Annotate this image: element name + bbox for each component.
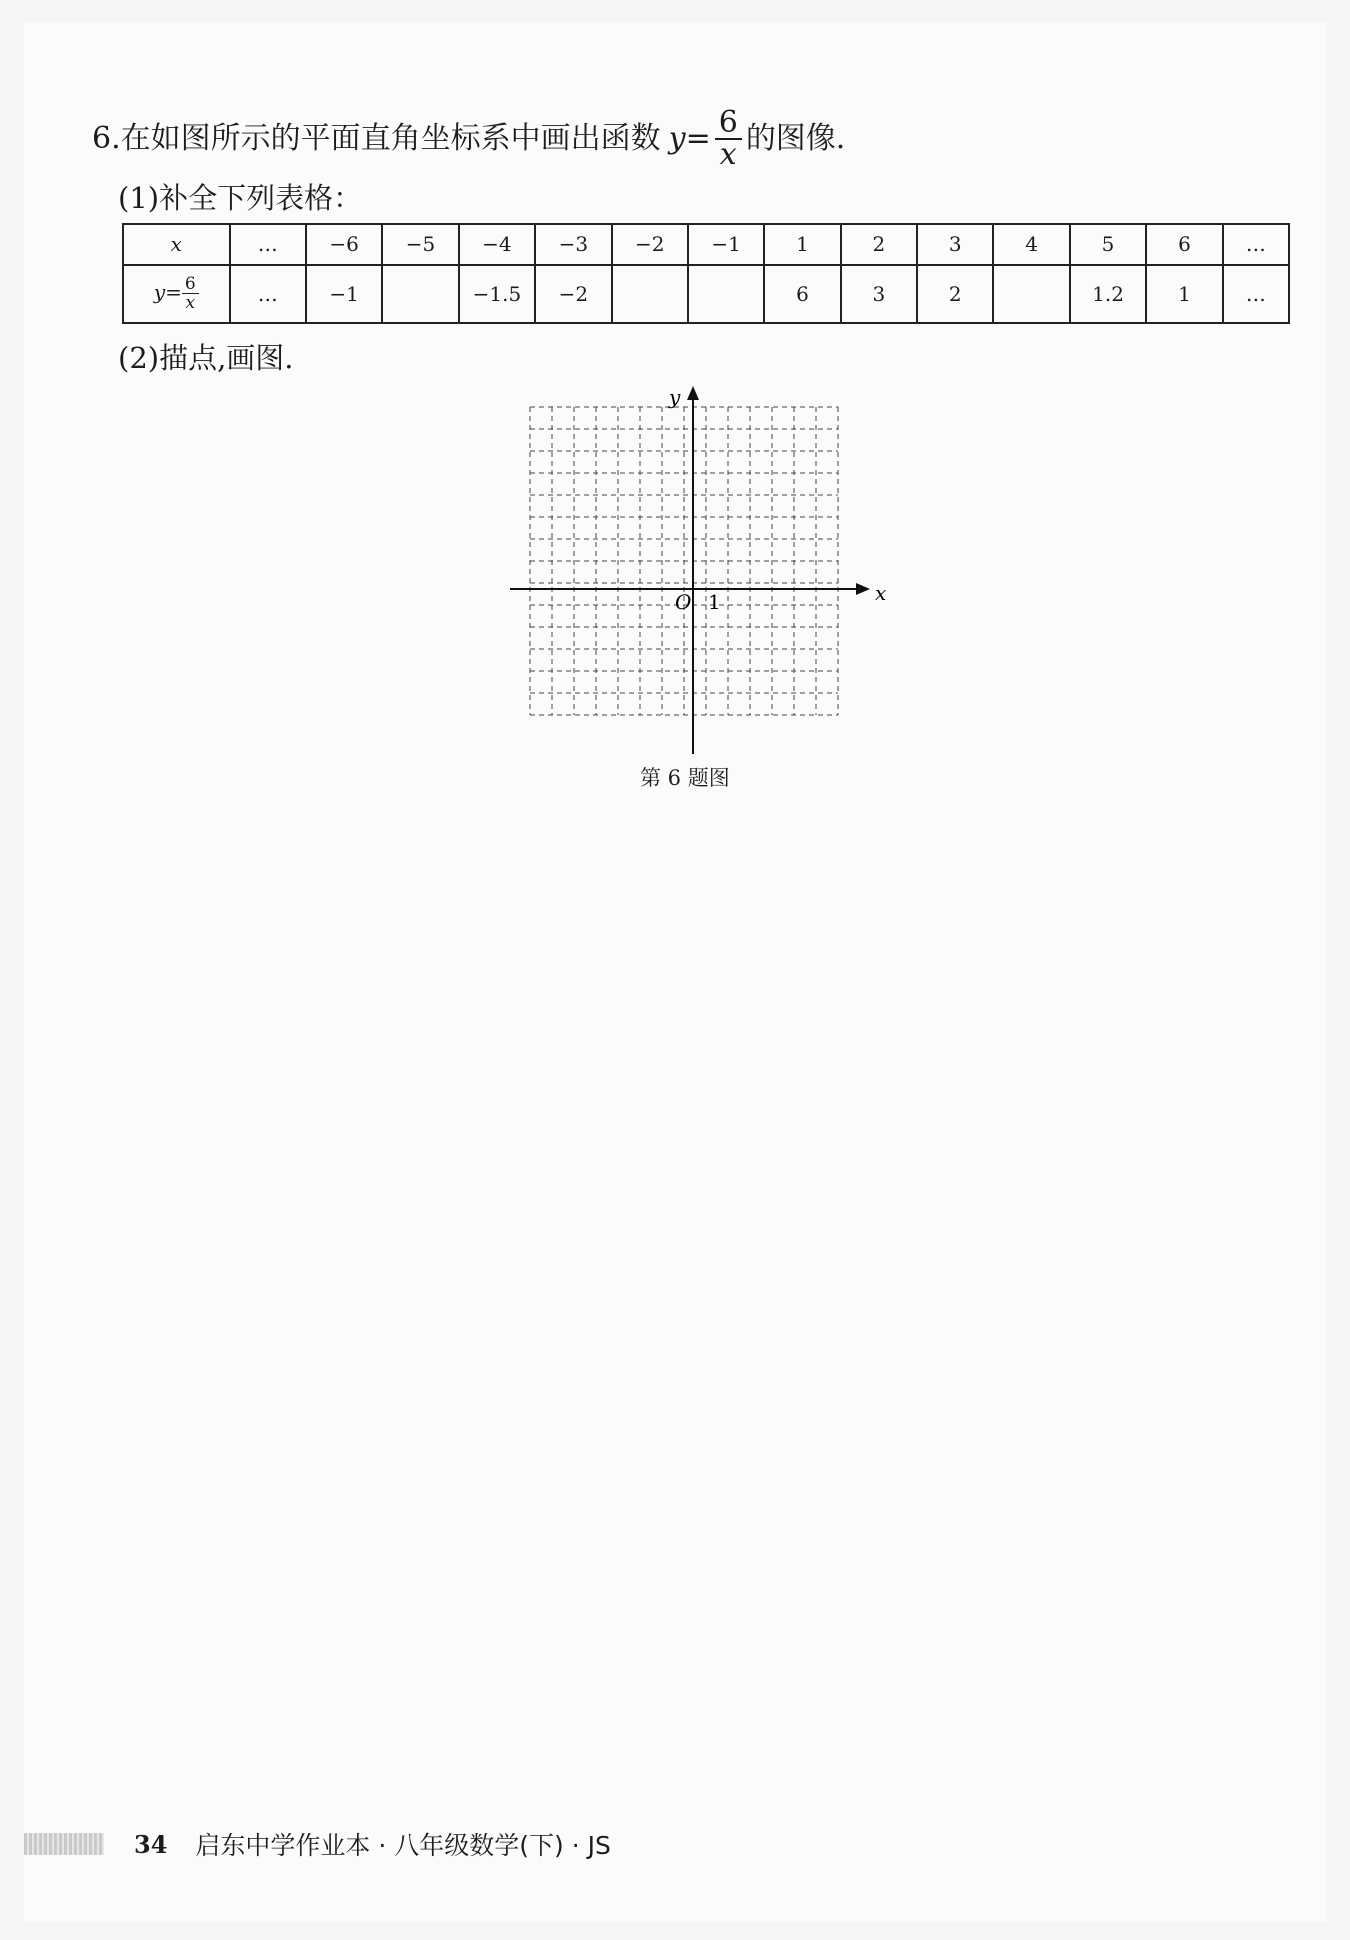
question-text-end: 的图像.: [745, 121, 846, 156]
unit-label: 1: [708, 590, 721, 614]
function-y-var: y: [668, 121, 686, 156]
y-cell: 6: [764, 265, 840, 323]
y-cell-blank: [688, 265, 764, 323]
y-cell: −2: [535, 265, 611, 323]
fraction-numerator: 6: [715, 108, 742, 140]
y-cell: −1.5: [459, 265, 535, 323]
figure-caption: 第 6 题图: [640, 766, 730, 790]
y-header-num: 6: [182, 275, 199, 294]
y-header-prefix: y=: [153, 280, 182, 305]
x-cell: 2: [841, 224, 917, 265]
coordinate-grid: [505, 378, 885, 758]
x-axis-label: x: [875, 581, 887, 605]
x-cell: −5: [382, 224, 458, 265]
x-cell: 4: [993, 224, 1069, 265]
book-title: 启东中学作业本 · 八年级数学(下) · JS: [195, 1831, 611, 1860]
x-cell: …: [230, 224, 306, 265]
y-cell: 1: [1146, 265, 1222, 323]
y-cell: 1.2: [1070, 265, 1146, 323]
page-footer: [24, 1826, 611, 1862]
y-cell: 3: [841, 265, 917, 323]
y-header-fraction: [182, 275, 199, 312]
question-text: 在如图所示的平面直角坐标系中画出函数: [120, 121, 661, 156]
part-1-label: (1)补全下列表格：: [118, 181, 363, 215]
question-6: [92, 105, 846, 172]
x-cell: 3: [917, 224, 993, 265]
x-cell: −6: [306, 224, 382, 265]
x-cell: −1: [688, 224, 764, 265]
function-equals: =: [685, 121, 711, 156]
y-cell: …: [230, 265, 306, 323]
table-row-x: [123, 224, 1289, 265]
x-cell: 5: [1070, 224, 1146, 265]
grid-lines: [530, 407, 838, 715]
y-cell-blank: [993, 265, 1069, 323]
x-cell: 6: [1146, 224, 1222, 265]
table-row-y: [123, 265, 1289, 323]
footer-decoration: [24, 1833, 104, 1855]
y-axis: [687, 386, 699, 754]
question-number: 6.: [92, 121, 121, 156]
page-number: 34: [134, 1829, 168, 1859]
function-fraction: [715, 105, 742, 172]
y-cell: −1: [306, 265, 382, 323]
y-header-den: x: [185, 293, 196, 314]
y-cell-blank: [612, 265, 688, 323]
y-cell: 2: [917, 265, 993, 323]
value-table: [122, 223, 1290, 324]
fraction-denominator: x: [719, 137, 737, 172]
part-2-label: (2)描点,画图.: [118, 341, 294, 375]
x-cell: …: [1223, 224, 1289, 265]
x-cell: −4: [459, 224, 535, 265]
origin-label: O: [675, 590, 692, 614]
table-header-x: x: [123, 224, 230, 265]
table-header-y: [123, 265, 230, 323]
y-cell-blank: [382, 265, 458, 323]
x-cell: 1: [764, 224, 840, 265]
worksheet-page: [24, 22, 1326, 1922]
x-cell: −2: [612, 224, 688, 265]
y-cell: …: [1223, 265, 1289, 323]
x-cell: −3: [535, 224, 611, 265]
y-axis-label: y: [669, 385, 681, 409]
